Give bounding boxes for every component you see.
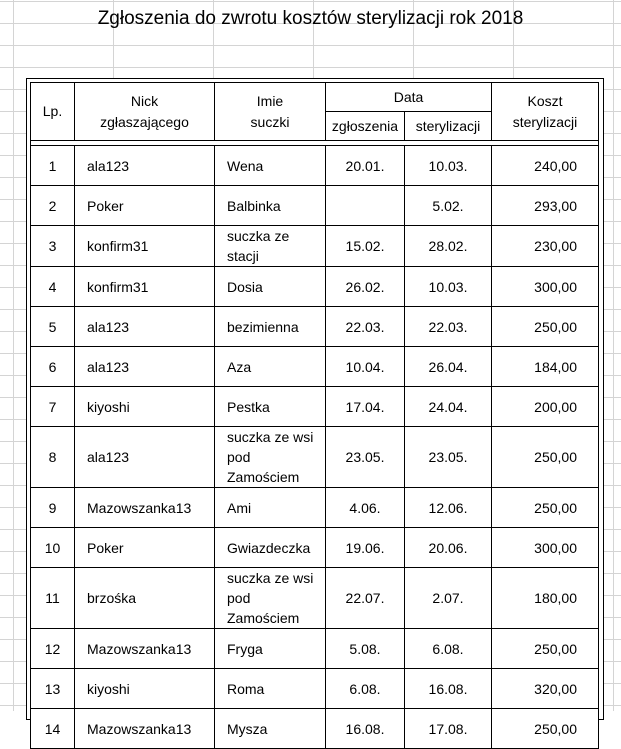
cell-data-sterylizacji: 24.04. — [405, 387, 492, 427]
cell-nick: ala123 — [75, 427, 215, 488]
cell-nick: kiyoshi — [75, 669, 215, 709]
table-row — [31, 186, 599, 226]
cell-data-zgloszenia: 16.08. — [326, 709, 405, 749]
cell-data-sterylizacji: 23.05. — [405, 427, 492, 488]
cell-nick: ala123 — [75, 347, 215, 387]
cell-nick: ala123 — [75, 307, 215, 347]
cell-data-sterylizacji: 10.03. — [405, 267, 492, 307]
cell-imie — [215, 387, 326, 427]
cell-lp: 5 — [31, 307, 75, 347]
cell-imie — [215, 528, 326, 568]
cell-imie-line1: Gwiazdeczka — [227, 539, 311, 556]
cell-imie-line1: Pestka — [227, 398, 270, 415]
table-row — [31, 307, 599, 347]
cell-koszt: 200,00 — [492, 387, 599, 427]
cell-data-zgloszenia: 19.06. — [326, 528, 405, 568]
cell-imie — [215, 347, 326, 387]
cell-lp: 12 — [31, 629, 75, 669]
cell-data-sterylizacji: 5.02. — [405, 186, 492, 226]
cell-imie-line1: Aza — [227, 358, 252, 375]
cell-data-sterylizacji: 22.03. — [405, 307, 492, 347]
cell-koszt: 180,00 — [492, 568, 599, 629]
cell-nick: kiyoshi — [75, 387, 215, 427]
sheet-title: Zgłoszenia do zwrotu kosztów sterylizacji rok 2018 — [97, 8, 524, 29]
cell-data-sterylizacji: 20.06. — [405, 528, 492, 568]
table-row — [31, 629, 599, 669]
cell-imie — [215, 267, 326, 307]
cell-nick: Poker — [75, 186, 215, 226]
table-row — [31, 146, 599, 186]
cell-data-zgloszenia: 10.04. — [326, 347, 405, 387]
cell-imie-line1: Mysza — [227, 720, 268, 737]
cell-data-zgloszenia: 15.02. — [326, 226, 405, 267]
header-imie — [215, 83, 326, 141]
table-row — [31, 427, 599, 488]
cell-koszt: 320,00 — [492, 669, 599, 709]
cell-lp: 6 — [31, 347, 75, 387]
cell-imie — [215, 427, 326, 488]
cell-imie — [215, 669, 326, 709]
cell-lp: 7 — [31, 387, 75, 427]
cell-koszt: 184,00 — [492, 347, 599, 387]
cell-lp: 2 — [31, 186, 75, 226]
cell-imie — [215, 568, 326, 629]
table-row — [31, 669, 599, 709]
cell-imie-line1: Wena — [227, 157, 264, 174]
header-row-top — [31, 83, 599, 112]
cell-nick: konfirm31 — [75, 226, 215, 267]
header-koszt-line2: sterylizacji — [512, 113, 578, 130]
cell-nick: Mazowszanka13 — [75, 629, 215, 669]
cell-lp: 11 — [31, 568, 75, 629]
cell-nick: Mazowszanka13 — [75, 488, 215, 528]
cell-koszt: 300,00 — [492, 528, 599, 568]
cell-imie — [215, 186, 326, 226]
header-data: Data — [326, 83, 492, 112]
header-koszt-line1: Koszt — [527, 92, 563, 109]
header-imie-line2: suczki — [250, 113, 290, 130]
sterilization-table — [30, 82, 599, 749]
header-nick-line1: Nick — [130, 92, 159, 109]
table-row — [31, 528, 599, 568]
cell-koszt: 240,00 — [492, 146, 599, 186]
cell-koszt: 250,00 — [492, 709, 599, 749]
header-imie-line1: Imie — [256, 92, 284, 109]
cell-imie-line2: pod Zamościem — [227, 590, 300, 626]
table-row — [31, 387, 599, 427]
header-nick-line2: zgłaszającego — [100, 113, 189, 130]
cell-data-sterylizacji: 26.04. — [405, 347, 492, 387]
cell-imie-line2: stacji — [227, 248, 259, 264]
header-data-sterylizacji: sterylizacji — [405, 112, 492, 141]
cell-imie-line1: suczka ze wsi — [227, 570, 314, 586]
cell-imie-line1: Dosia — [227, 278, 263, 295]
cell-data-zgloszenia: 22.07. — [326, 568, 405, 629]
cell-data-sterylizacji: 16.08. — [405, 669, 492, 709]
cell-imie-line1: suczka ze — [227, 228, 290, 244]
cell-lp: 10 — [31, 528, 75, 568]
cell-lp: 13 — [31, 669, 75, 709]
cell-koszt: 300,00 — [492, 267, 599, 307]
table-row — [31, 568, 599, 629]
cell-imie-line1: suczka ze wsi — [227, 429, 314, 445]
cell-data-zgloszenia — [326, 186, 405, 226]
table-body — [31, 146, 599, 749]
cell-koszt: 250,00 — [492, 488, 599, 528]
cell-imie — [215, 709, 326, 749]
cell-imie-line2: pod Zamościem — [227, 449, 300, 485]
table-row — [31, 488, 599, 528]
cell-imie-line1: Ami — [227, 499, 252, 516]
cell-data-zgloszenia: 5.08. — [326, 629, 405, 669]
cell-data-sterylizacji: 12.06. — [405, 488, 492, 528]
cell-koszt: 250,00 — [492, 307, 599, 347]
cell-data-sterylizacji: 28.02. — [405, 226, 492, 267]
cell-data-zgloszenia: 26.02. — [326, 267, 405, 307]
cell-imie-line1: Fryga — [227, 640, 263, 657]
table-row — [31, 709, 599, 749]
cell-imie-line1: Balbinka — [227, 197, 281, 214]
cell-lp: 9 — [31, 488, 75, 528]
cell-nick: ala123 — [75, 146, 215, 186]
cell-imie-line1: Roma — [227, 680, 265, 697]
cell-imie — [215, 629, 326, 669]
cell-nick: Poker — [75, 528, 215, 568]
cell-imie — [215, 226, 326, 267]
cell-lp: 1 — [31, 146, 75, 186]
header-lp: Lp. — [31, 83, 75, 141]
cell-data-sterylizacji: 10.03. — [405, 146, 492, 186]
cell-imie — [215, 146, 326, 186]
table-row — [31, 226, 599, 267]
table-row — [31, 347, 599, 387]
cell-lp: 4 — [31, 267, 75, 307]
cell-data-zgloszenia: 6.08. — [326, 669, 405, 709]
cell-koszt: 250,00 — [492, 629, 599, 669]
cell-data-sterylizacji: 6.08. — [405, 629, 492, 669]
header-nick — [75, 83, 215, 141]
cell-lp: 3 — [31, 226, 75, 267]
cell-koszt: 293,00 — [492, 186, 599, 226]
cell-data-sterylizacji: 17.08. — [405, 709, 492, 749]
cell-imie-line1: bezimienna — [227, 318, 299, 335]
cell-nick: Mazowszanka13 — [75, 709, 215, 749]
cell-nick: brzośka — [75, 568, 215, 629]
cell-data-zgloszenia: 17.04. — [326, 387, 405, 427]
header-data-zgloszenia: zgłoszenia — [326, 112, 405, 141]
header-koszt — [492, 83, 599, 141]
cell-koszt: 250,00 — [492, 427, 599, 488]
cell-imie — [215, 307, 326, 347]
cell-lp: 8 — [31, 427, 75, 488]
cell-data-zgloszenia: 20.01. — [326, 146, 405, 186]
cell-koszt: 230,00 — [492, 226, 599, 267]
cell-nick: konfirm31 — [75, 267, 215, 307]
table-row — [31, 267, 599, 307]
cell-data-zgloszenia: 4.06. — [326, 488, 405, 528]
cell-data-sterylizacji: 2.07. — [405, 568, 492, 629]
cell-imie — [215, 488, 326, 528]
cell-lp: 14 — [31, 709, 75, 749]
cell-data-zgloszenia: 22.03. — [326, 307, 405, 347]
cell-data-zgloszenia: 23.05. — [326, 427, 405, 488]
